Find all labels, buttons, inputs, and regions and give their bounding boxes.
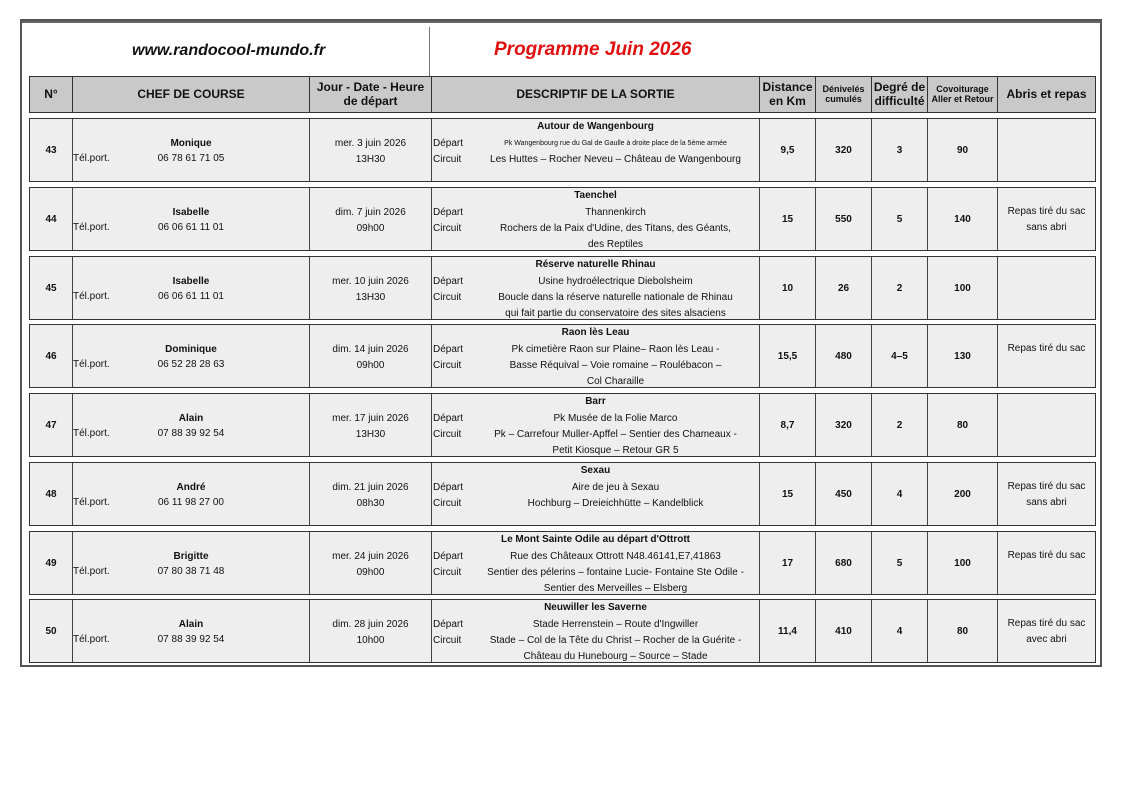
chef-phone: 06 52 28 28 63 bbox=[157, 359, 225, 370]
row-number: 43 bbox=[30, 119, 73, 181]
table-header bbox=[29, 76, 1096, 113]
outing-time: 13H30 bbox=[355, 154, 386, 165]
tel-label: Tél.port. bbox=[73, 634, 110, 645]
desc-cell bbox=[432, 463, 760, 525]
tel-label: Tél.port. bbox=[73, 222, 110, 233]
abris-cell bbox=[998, 257, 1095, 319]
outing-date: mer. 10 juin 2026 bbox=[332, 276, 409, 287]
difficulty-cell: 4 bbox=[872, 463, 928, 525]
chef-cell bbox=[73, 463, 310, 525]
covoiturage-cell: 130 bbox=[928, 325, 998, 387]
circuit-label: Circuit bbox=[433, 567, 462, 578]
chef-cell bbox=[73, 257, 310, 319]
abris-cell bbox=[998, 325, 1095, 387]
circuit-text: Stade – Col de la Tête du Christ – Rocher de la Guérite - bbox=[489, 635, 742, 646]
row-number: 48 bbox=[30, 463, 73, 525]
row-number: 50 bbox=[30, 600, 73, 662]
header-divider bbox=[429, 27, 430, 77]
outing-title: Le Mont Sainte Odile au départ d'Ottrott bbox=[500, 534, 691, 545]
outing-date: dim. 21 juin 2026 bbox=[332, 482, 409, 493]
col-dist: Distance en Km bbox=[760, 77, 816, 112]
chef-phone: 06 11 98 27 00 bbox=[158, 497, 224, 508]
programme-sheet bbox=[20, 19, 1102, 667]
chef-name: Alain bbox=[178, 413, 204, 424]
tel-label: Tél.port. bbox=[73, 428, 110, 439]
distance-cell: 9,5 bbox=[760, 119, 816, 181]
denivele-cell: 26 bbox=[816, 257, 872, 319]
circuit-text-continued: Col Charaille bbox=[586, 376, 645, 387]
distance-cell: 15 bbox=[760, 463, 816, 525]
outing-title: Autour de Wangenbourg bbox=[537, 121, 654, 132]
denivele-cell: 320 bbox=[816, 394, 872, 456]
chef-phone: 06 06 61 11 01 bbox=[158, 291, 224, 302]
difficulty-cell: 2 bbox=[872, 394, 928, 456]
date-cell bbox=[310, 257, 432, 319]
circuit-text-continued: Sentier des Merveilles – Elsberg bbox=[543, 583, 688, 594]
abris-cell bbox=[998, 119, 1095, 181]
chef-cell bbox=[73, 188, 310, 250]
desc-cell bbox=[432, 325, 760, 387]
covoiturage-cell: 90 bbox=[928, 119, 998, 181]
abris-text: Repas tiré du sac bbox=[1007, 343, 1086, 354]
abris-text bbox=[998, 273, 1095, 289]
col-jour: Jour - Date - Heure de départ bbox=[310, 77, 432, 112]
chef-phone: 06 78 61 71 05 bbox=[157, 153, 225, 164]
table-row bbox=[29, 187, 1096, 251]
date-cell bbox=[310, 600, 432, 662]
chef-name: Brigitte bbox=[173, 551, 209, 562]
abris-cell bbox=[998, 394, 1095, 456]
chef-name: André bbox=[176, 482, 206, 493]
circuit-label: Circuit bbox=[433, 154, 462, 165]
chef-name: Isabelle bbox=[172, 207, 210, 218]
desc-cell bbox=[432, 600, 760, 662]
abris-text: Repas tiré du sac avec abri bbox=[1007, 618, 1086, 645]
date-cell bbox=[310, 394, 432, 456]
denivele-cell: 550 bbox=[816, 188, 872, 250]
table-row bbox=[29, 256, 1096, 320]
depart-label: Départ bbox=[433, 482, 464, 493]
chef-cell bbox=[73, 119, 310, 181]
denivele-cell: 680 bbox=[816, 532, 872, 594]
abris-cell bbox=[998, 600, 1095, 662]
desc-cell bbox=[432, 257, 760, 319]
outing-date: dim. 7 juin 2026 bbox=[335, 207, 406, 218]
date-cell bbox=[310, 119, 432, 181]
col-covoit: Covoiturage Aller et Retour bbox=[928, 77, 998, 112]
depart-text: Pk Wangenbourg rue du Gal de Gaulle à droite place de la 5ème armée bbox=[504, 140, 727, 147]
outing-time: 08h30 bbox=[356, 498, 385, 509]
depart-label: Départ bbox=[433, 138, 464, 149]
site-url: www.randocool-mundo.fr bbox=[132, 42, 326, 59]
chef-name: Isabelle bbox=[172, 276, 210, 287]
denivele-cell: 410 bbox=[816, 600, 872, 662]
circuit-text: Pk – Carrefour Muller-Apffel – Sentier des Chameaux - bbox=[494, 429, 737, 440]
distance-cell: 17 bbox=[760, 532, 816, 594]
outing-title: Barr bbox=[585, 396, 606, 407]
circuit-text-continued: qui fait partie du conservatoire des sites alsaciens bbox=[505, 308, 726, 319]
denivele-cell: 320 bbox=[816, 119, 872, 181]
row-number: 49 bbox=[30, 532, 73, 594]
abris-text bbox=[998, 410, 1095, 426]
outing-time: 09h00 bbox=[356, 567, 385, 578]
difficulty-cell: 2 bbox=[872, 257, 928, 319]
chef-cell bbox=[73, 600, 310, 662]
programme-title: Programme Juin 2026 bbox=[494, 39, 692, 60]
outing-date: dim. 28 juin 2026 bbox=[332, 619, 409, 630]
outing-title: Réserve naturelle Rhinau bbox=[535, 259, 656, 270]
outing-title: Taenchel bbox=[574, 190, 617, 201]
chef-cell bbox=[73, 325, 310, 387]
circuit-label: Circuit bbox=[433, 498, 462, 509]
depart-text: Stade Herrenstein – Route d'Ingwiller bbox=[532, 619, 699, 630]
difficulty-cell: 4–5 bbox=[872, 325, 928, 387]
covoiturage-cell: 100 bbox=[928, 532, 998, 594]
circuit-label: Circuit bbox=[433, 429, 462, 440]
circuit-text-continued: Château du Hunebourg – Source – Stade bbox=[523, 651, 708, 662]
outing-time: 13H30 bbox=[355, 292, 386, 303]
circuit-text: Sentier des pélerins – fontaine Lucie- Fontaine Ste Odile - bbox=[487, 567, 744, 578]
depart-text: Thannenkirch bbox=[585, 207, 646, 218]
outing-time: 09h00 bbox=[356, 360, 385, 371]
abris-cell bbox=[998, 532, 1095, 594]
circuit-label: Circuit bbox=[433, 635, 462, 646]
depart-text: Aire de jeu à Sexau bbox=[571, 482, 660, 493]
table-row bbox=[29, 118, 1096, 182]
distance-cell: 11,4 bbox=[760, 600, 816, 662]
depart-label: Départ bbox=[433, 276, 464, 287]
date-cell bbox=[310, 188, 432, 250]
chef-phone: 07 88 39 92 54 bbox=[157, 428, 225, 439]
col-deniv: Dénivelés cumulés bbox=[816, 77, 872, 112]
covoiturage-cell: 80 bbox=[928, 394, 998, 456]
abris-text: Repas tiré du sac sans abri bbox=[1007, 481, 1086, 508]
covoiturage-cell: 80 bbox=[928, 600, 998, 662]
col-num: N° bbox=[30, 77, 73, 112]
col-abris: Abris et repas bbox=[1006, 86, 1087, 101]
row-number: 45 bbox=[30, 257, 73, 319]
outing-date: mer. 24 juin 2026 bbox=[332, 551, 409, 562]
circuit-label: Circuit bbox=[433, 223, 462, 234]
chef-phone: 06 06 61 11 01 bbox=[158, 222, 224, 233]
depart-text: Pk Musée de la Folie Marco bbox=[553, 413, 678, 424]
chef-cell bbox=[73, 532, 310, 594]
table-row bbox=[29, 531, 1096, 595]
circuit-text: Les Huttes – Rocher Neveu – Château de Wangenbourg bbox=[490, 154, 741, 165]
table-row bbox=[29, 462, 1096, 526]
desc-cell bbox=[432, 119, 760, 181]
tel-label: Tél.port. bbox=[73, 153, 110, 164]
difficulty-cell: 4 bbox=[872, 600, 928, 662]
depart-label: Départ bbox=[433, 551, 464, 562]
col-desc: DESCRIPTIF DE LA SORTIE bbox=[432, 77, 760, 112]
tel-label: Tél.port. bbox=[73, 566, 110, 577]
date-cell bbox=[310, 463, 432, 525]
abris-text bbox=[998, 135, 1095, 151]
row-number: 46 bbox=[30, 325, 73, 387]
depart-label: Départ bbox=[433, 619, 464, 630]
desc-cell bbox=[432, 394, 760, 456]
date-cell bbox=[310, 325, 432, 387]
row-number: 47 bbox=[30, 394, 73, 456]
depart-text: Pk cimetière Raon sur Plaine– Raon lès Leau - bbox=[511, 344, 720, 355]
col-degre: Degré de difficulté bbox=[872, 77, 928, 112]
chef-cell bbox=[73, 394, 310, 456]
circuit-text: Basse Réquival – Voie romaine – Roulébacon – bbox=[509, 360, 722, 371]
outing-time: 10h00 bbox=[356, 635, 385, 646]
depart-label: Départ bbox=[433, 344, 464, 355]
table-row bbox=[29, 599, 1096, 663]
col-chef: CHEF DE COURSE bbox=[73, 77, 310, 112]
outing-time: 13H30 bbox=[355, 429, 386, 440]
denivele-cell: 480 bbox=[816, 325, 872, 387]
chef-name: Monique bbox=[170, 138, 212, 149]
date-cell bbox=[310, 532, 432, 594]
circuit-label: Circuit bbox=[433, 360, 462, 371]
circuit-text-continued: des Reptiles bbox=[587, 239, 644, 250]
distance-cell: 8,7 bbox=[760, 394, 816, 456]
abris-text: Repas tiré du sac sans abri bbox=[1007, 206, 1086, 233]
depart-label: Départ bbox=[433, 413, 464, 424]
circuit-text: Hochburg – Dreieichhütte – Kandelblick bbox=[527, 498, 704, 509]
distance-cell: 15 bbox=[760, 188, 816, 250]
circuit-text: Boucle dans la réserve naturelle nationale de Rhinau bbox=[498, 292, 733, 303]
distance-cell: 10 bbox=[760, 257, 816, 319]
circuit-text: Rochers de la Paix d'Udine, des Titans, des Géants, bbox=[500, 223, 731, 234]
abris-cell bbox=[998, 188, 1095, 250]
chef-phone: 07 88 39 92 54 bbox=[157, 634, 225, 645]
row-number: 44 bbox=[30, 188, 73, 250]
circuit-text-continued: Petit Kiosque – Retour GR 5 bbox=[552, 445, 679, 456]
denivele-cell: 450 bbox=[816, 463, 872, 525]
abris-cell bbox=[998, 463, 1095, 525]
outing-title: Neuwiller les Saverne bbox=[544, 602, 647, 613]
tel-label: Tél.port. bbox=[73, 497, 110, 508]
outing-title: Sexau bbox=[580, 465, 611, 476]
tel-label: Tél.port. bbox=[73, 291, 110, 302]
chef-name: Alain bbox=[178, 619, 204, 630]
abris-text: Repas tiré du sac bbox=[1007, 550, 1086, 561]
tel-label: Tél.port. bbox=[73, 359, 110, 370]
depart-text: Usine hydroélectrique Diebolsheim bbox=[538, 276, 693, 287]
outing-date: dim. 14 juin 2026 bbox=[332, 344, 409, 355]
depart-text: Rue des Châteaux Ottrott N48.46141,E7,41863 bbox=[510, 551, 721, 562]
difficulty-cell: 3 bbox=[872, 119, 928, 181]
chef-phone: 07 80 38 71 48 bbox=[157, 566, 225, 577]
outing-time: 09h00 bbox=[356, 223, 385, 234]
outing-date: mer. 3 juin 2026 bbox=[334, 138, 407, 149]
difficulty-cell: 5 bbox=[872, 188, 928, 250]
table-row bbox=[29, 324, 1096, 388]
circuit-label: Circuit bbox=[433, 292, 462, 303]
outing-date: mer. 17 juin 2026 bbox=[332, 413, 409, 424]
covoiturage-cell: 140 bbox=[928, 188, 998, 250]
depart-label: Départ bbox=[433, 207, 464, 218]
covoiturage-cell: 100 bbox=[928, 257, 998, 319]
distance-cell: 15,5 bbox=[760, 325, 816, 387]
table-row bbox=[29, 393, 1096, 457]
desc-cell bbox=[432, 188, 760, 250]
outing-title: Raon lès Leau bbox=[561, 327, 630, 338]
top-border bbox=[22, 21, 1100, 23]
difficulty-cell: 5 bbox=[872, 532, 928, 594]
desc-cell bbox=[432, 532, 760, 594]
chef-name: Dominique bbox=[165, 344, 217, 355]
covoiturage-cell: 200 bbox=[928, 463, 998, 525]
